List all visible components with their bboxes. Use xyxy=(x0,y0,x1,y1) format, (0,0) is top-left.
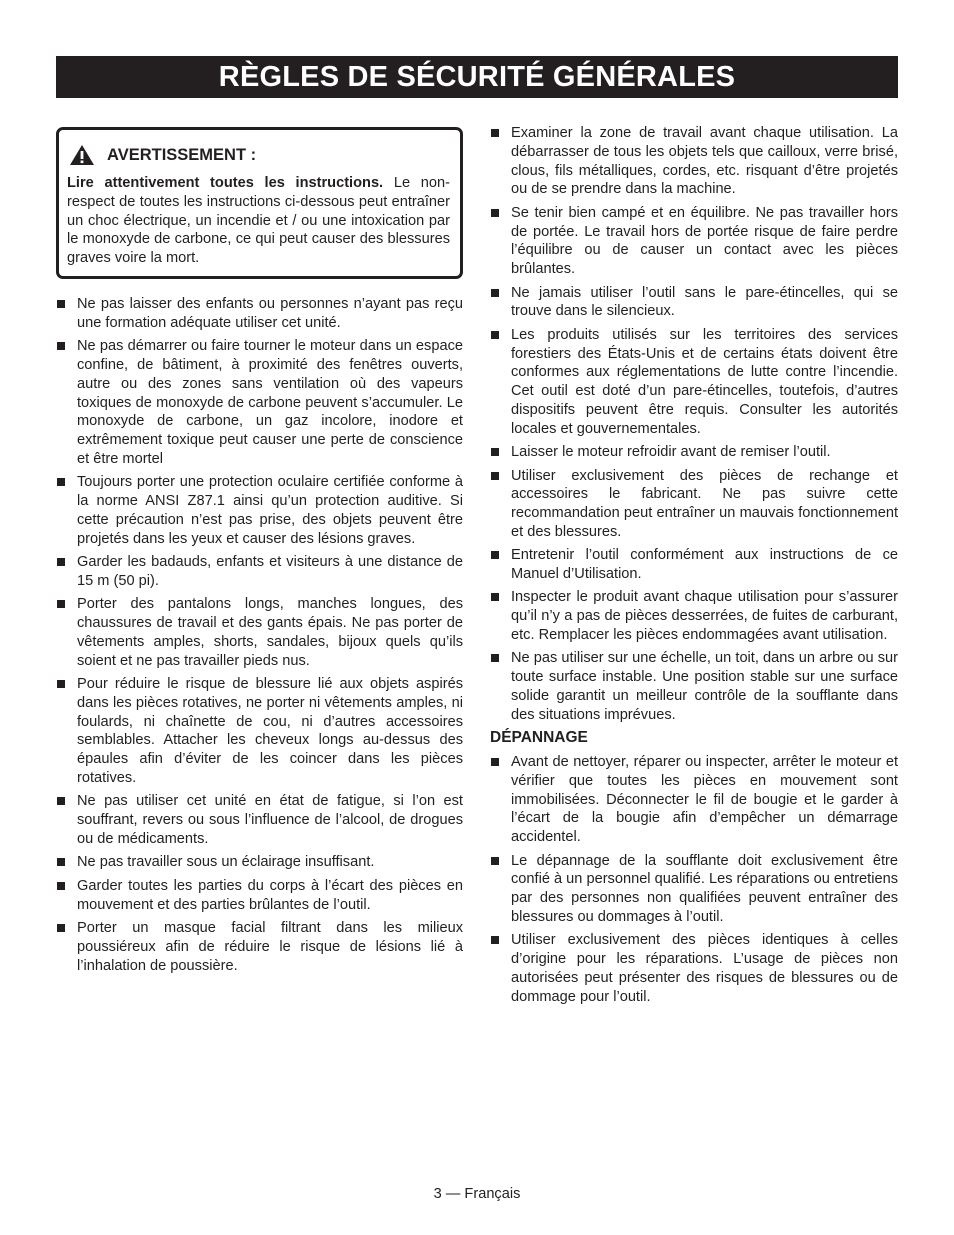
list-item xyxy=(490,443,898,462)
list-item-text: Pour réduire le risque de blessure lié aux objets aspirés dans les pièces rotatives, ne porter ni vêtements amples, ni foulards, ni chaînette de cou, ni d’autres accessoires semblables. Attacher les cheveux longs au-dessus des épaules afin d’éviter de les coincer dans les pièces rotatives. xyxy=(77,676,463,787)
list-item xyxy=(490,753,898,847)
list-item xyxy=(56,595,463,670)
square-bullet-icon xyxy=(491,857,499,865)
warning-triangle-icon xyxy=(69,144,95,166)
list-item xyxy=(56,473,463,548)
list-item-text: Avant de nettoyer, réparer ou inspecter, arrêter le moteur et vérifier que toutes les pièces en mouvement sont immobilisées. Déconnecter le fil de bougie et le garder à l’écart de la bougie afin d’empêcher un démarrage accidentel. xyxy=(511,754,898,846)
list-item xyxy=(56,295,463,333)
list-item xyxy=(56,553,463,591)
list-item xyxy=(490,326,898,439)
page-footer: 3 — Français xyxy=(433,1186,521,1202)
square-bullet-icon xyxy=(491,331,499,339)
list-item-text: Ne pas utiliser sur une échelle, un toit, dans un arbre ou sur toute surface instable. Une position stable sur une surface solide garantit un meilleur contrôle de la soufflante dans des situations imprévues. xyxy=(511,650,898,723)
list-item xyxy=(56,337,463,469)
list-item xyxy=(56,792,463,848)
square-bullet-icon xyxy=(57,882,65,890)
square-bullet-icon xyxy=(491,936,499,944)
left-column xyxy=(56,127,463,980)
square-bullet-icon xyxy=(491,758,499,766)
list-item-text: Utiliser exclusivement des pièces identiques à celles d’origine pour les réparations. L’usage de pièces non autorisées peut présenter des risques de blessures ou de dommage pour l’outil. xyxy=(511,932,898,1005)
list-item xyxy=(56,675,463,788)
warning-lead: Lire attentivement toutes les instructions. xyxy=(67,175,384,191)
square-bullet-icon xyxy=(57,924,65,932)
list-item xyxy=(56,853,463,872)
list-item xyxy=(490,588,898,644)
list-item-text: Laisser le moteur refroidir avant de remiser l’outil. xyxy=(511,444,831,461)
list-item-text: Ne pas travailler sous un éclairage insuffisant. xyxy=(77,854,375,871)
list-item-text: Toujours porter une protection oculaire certifiée conforme à la norme ANSI Z87.1 ainsi qu’un protection auditive. Si cette précaution n’est pas prise, des objets peuvent être projetés dans les yeux et causer des lésions graves. xyxy=(77,474,463,547)
square-bullet-icon xyxy=(57,478,65,486)
list-item xyxy=(490,931,898,1006)
page-title: RÈGLES DE SÉCURITÉ GÉNÉRALES xyxy=(56,56,898,98)
list-item-text: Utiliser exclusivement des pièces de rechange et accessoires le fabricant. Ne pas suivre cette recommandation peut entraîner un mauvais fonctionnement et des blessures. xyxy=(511,467,898,540)
list-item xyxy=(56,919,463,975)
list-item xyxy=(56,877,463,915)
left-bullet-list xyxy=(56,295,463,975)
list-item-text: Inspecter le produit avant chaque utilisation pour s’assurer qu’il n’y a pas de pièces desserrées, de fuites de carburant, etc. Remplacer les pièces endommagées avant utilisation. xyxy=(511,589,898,644)
square-bullet-icon xyxy=(57,858,65,866)
square-bullet-icon xyxy=(57,300,65,308)
list-item-text: Le dépannage de la soufflante doit exclusivement être confié à un personnel qualifié. Les réparations ou entretiens par des personnes non qualifiées peuvent entraîner des blessures ou dommages à l’outil. xyxy=(511,852,898,926)
square-bullet-icon xyxy=(57,680,65,688)
list-item xyxy=(490,467,898,542)
warning-box xyxy=(56,127,463,279)
list-item xyxy=(490,649,898,724)
warning-text xyxy=(67,174,450,268)
list-item xyxy=(490,284,898,322)
right-bullet-list xyxy=(490,124,898,725)
list-item-text: Porter un masque facial filtrant dans les milieux poussiéreux afin de réduire le risque de lésions lié à l’inhalation de poussière. xyxy=(77,920,463,974)
list-item-text: Porter des pantalons longs, manches longues, des chaussures de travail et des gants épais. Ne pas porter de vêtements amples, shorts, sandales, bijoux quels qu’ils soient et ne pas travailler pieds nus. xyxy=(77,596,463,669)
square-bullet-icon xyxy=(491,551,499,559)
square-bullet-icon xyxy=(491,289,499,297)
warning-body-text: Le non-respect de toutes les instructions ci-dessous peut entraîner un choc électrique, un incendie et / ou une intoxication par le monoxyde de carbone, ce qui peut causer des blessures graves voire la mort. xyxy=(67,175,450,267)
warning-heading-row xyxy=(67,144,450,166)
square-bullet-icon xyxy=(57,797,65,805)
square-bullet-icon xyxy=(57,558,65,566)
list-item-text: Garder les badauds, enfants et visiteurs à une distance de 15 m (50 pi). xyxy=(77,554,463,589)
square-bullet-icon xyxy=(57,600,65,608)
square-bullet-icon xyxy=(491,472,499,480)
list-item-text: Examiner la zone de travail avant chaque utilisation. La débarrasser de tous les objets tels que cailloux, verre brisé, clous, fils métalliques, cordes, etc. risquant d’être projetés ou de se prendre dans la machine. xyxy=(511,125,898,198)
right-column xyxy=(490,124,898,1011)
list-item xyxy=(490,546,898,584)
depannage-heading: DÉPANNAGE xyxy=(490,729,588,747)
square-bullet-icon xyxy=(491,448,499,456)
list-item-text: Ne pas utiliser cet unité en état de fatigue, si l’on est souffrant, revers ou sous l’influence de l’alcool, de drogues ou de médicaments. xyxy=(77,793,463,848)
list-item-text: Entretenir l’outil conformément aux instructions de ce Manuel d’Utilisation. xyxy=(511,547,898,583)
list-item-text: Garder toutes les parties du corps à l’écart des pièces en mouvement et des parties brûlantes de l’outil. xyxy=(77,877,463,913)
square-bullet-icon xyxy=(491,129,499,137)
depannage-bullet-list xyxy=(490,753,898,1007)
list-item-text: Ne jamais utiliser l’outil sans le pare-étincelles, qui se trouve dans le silencieux. xyxy=(511,284,898,320)
square-bullet-icon xyxy=(57,342,65,350)
square-bullet-icon xyxy=(491,209,499,217)
list-item xyxy=(490,204,898,279)
list-item xyxy=(490,124,898,199)
list-item-text: Ne pas laisser des enfants ou personnes n’ayant pas reçu une formation adéquate utiliser cet unité. xyxy=(77,295,463,331)
list-item-text: Ne pas démarrer ou faire tourner le moteur dans un espace confine, de bâtiment, à proximité des fenêtres ouverts, autre ou des zones sans ventilation où des vapeurs toxiques de monoxyde de carbone peuvent s’accumuler. Le monoxyde de carbone, un gaz incolore, inodore et extrêmement toxique peut causer une perte de conscience et être mortel xyxy=(77,338,463,467)
list-item-text: Les produits utilisés sur les territoires des services forestiers des États-Unis et de certains états doivent être conformes aux réglementations de lutte contre l’incendie. Cet outil est doté d’un pare-étincelles, toutefois, d’autres dispositifs peuvent être requis. Consulter les autorités locales et gouvernementales. xyxy=(511,326,898,437)
warning-heading: AVERTISSEMENT : xyxy=(107,145,257,164)
list-item-text: Se tenir bien campé et en équilibre. Ne pas travailler hors de portée. Le travail hors de portée risque de faire perdre l’équilibre ou de causer un contact avec les pièces brûlantes. xyxy=(511,204,898,278)
square-bullet-icon xyxy=(491,593,499,601)
list-item xyxy=(490,852,898,927)
square-bullet-icon xyxy=(491,654,499,662)
